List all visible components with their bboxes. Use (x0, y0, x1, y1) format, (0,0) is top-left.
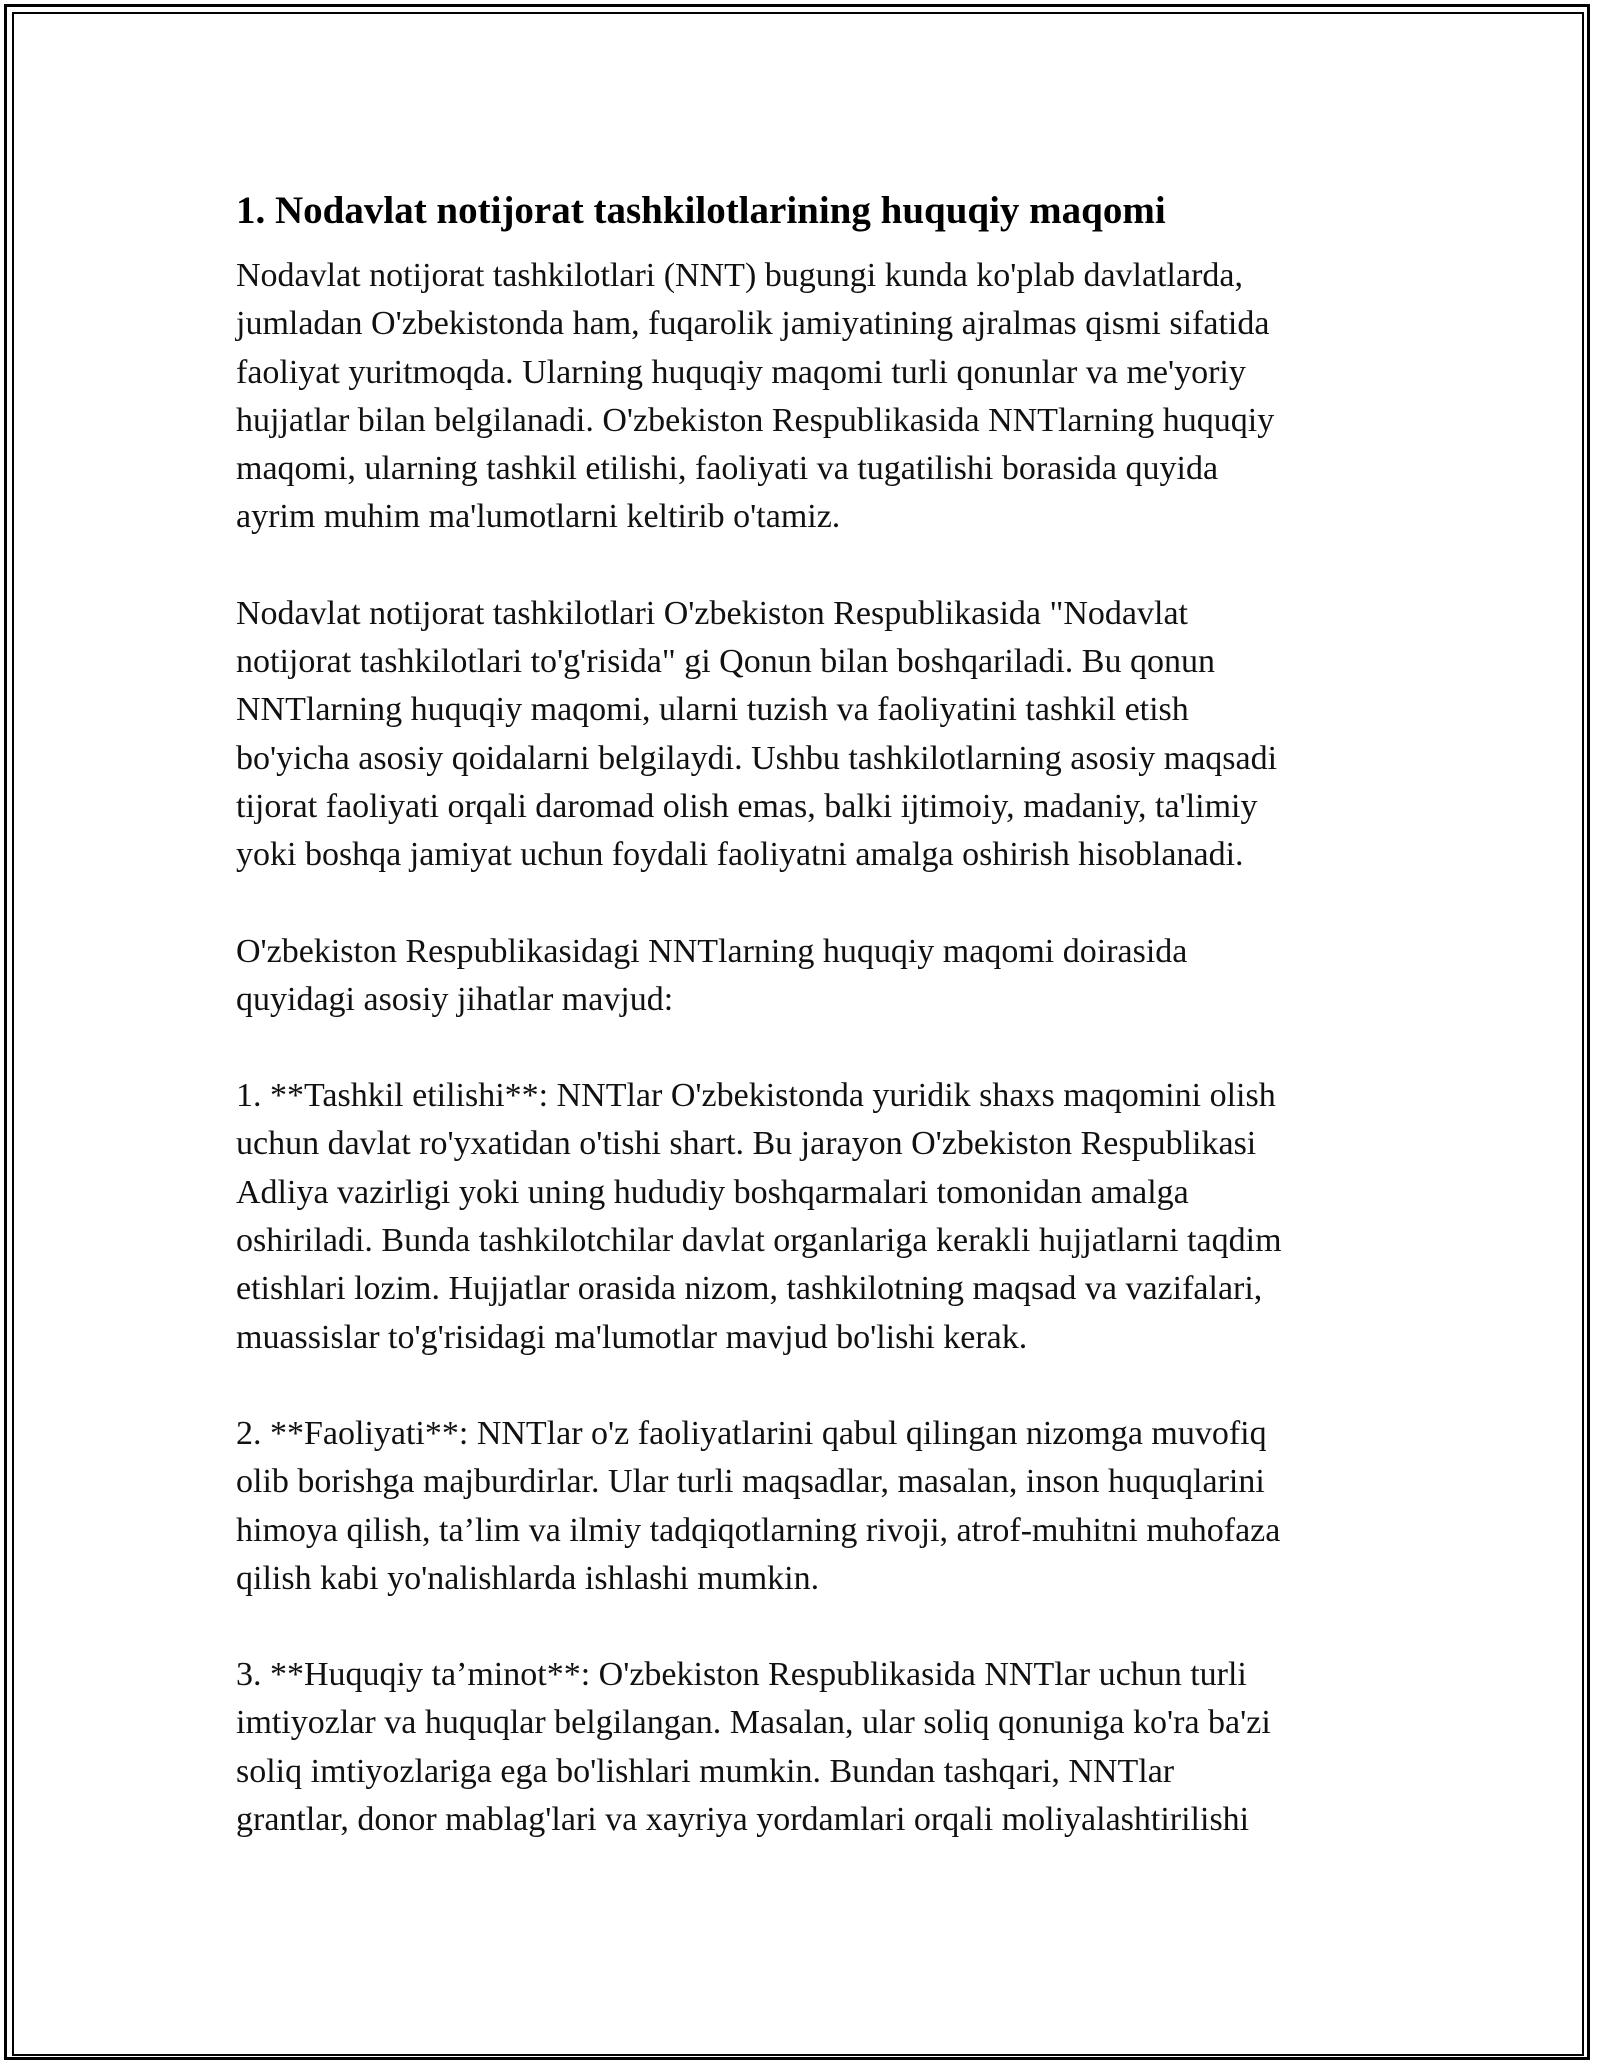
text-line: NNTlarning huquqiy maqomi, ularni tuzish va faoliyatini tashkil etish (236, 691, 1189, 729)
text-line: Nodavlat notijorat tashkilotlari (NNT) bugungi kunda ko'plab davlatlarda, (236, 257, 1243, 294)
document-body (236, 186, 1366, 1892)
paragraph-law (236, 590, 1366, 880)
text-line: ayrim muhim ma'lumotlarni keltirib o'tamiz. (236, 498, 841, 536)
text-line: maqomi, ularning tashkil etilishi, faoliyati va tugatilishi borasida quyida (236, 450, 1219, 488)
text-line: O'zbekiston Respublikasidagi NNTlarning huquqiy maqomi doirasida (236, 932, 1188, 970)
text-line: quyidagi asosiy jihatlar mavjud: (236, 980, 674, 1018)
text-line: imtiyozlar va huquqlar belgilangan. Masalan, ular soliq qonuniga ko'ra ba'zi (236, 1704, 1271, 1742)
text-line: yoki boshqa jamiyat uchun foydali faoliyatni amalga oshirish hisoblanadi. (236, 836, 1244, 874)
text-line: tijorat faoliyati orqali daromad olish emas, balki ijtimoiy, madaniy, ta'limiy (236, 787, 1258, 825)
text-line: soliq imtiyozlariga ega bo'lishlari mumkin. Bundan tashqari, NNTlar (236, 1752, 1175, 1790)
text-line: etishlari lozim. Hujjatlar orasida nizom, tashkilotning maqsad va vazifalari, (236, 1270, 1263, 1308)
text-line: olib borishga majburdirlar. Ular turli maqsadlar, masalan, inson huquqlarini (236, 1463, 1265, 1501)
list-item-activity (236, 1410, 1366, 1603)
text-line: himoya qilish, ta’lim va ilmiy tadqiqotlarning rivoji, atrof-muhitni muhofaza (236, 1511, 1281, 1549)
text-line: faoliyat yuritmoqda. Ularning huquqiy maqomi turli qonunlar va me'yoriy (236, 353, 1246, 391)
text-line: jumladan O'zbekistonda ham, fuqarolik jamiyatining ajralmas qismi sifatida (236, 305, 1270, 343)
text-line: 1. **Tashkil etilishi**: NNTlar O'zbekistonda yuridik shaxs maqomini olish (236, 1077, 1276, 1115)
text-line: hujjatlar bilan belgilanadi. O'zbekiston Respublikasida NNTlarning huquqiy (236, 401, 1275, 439)
text-line: bo'yicha asosiy qoidalarni belgilaydi. Ushbu tashkilotlarning asosiy maqsadi (236, 739, 1278, 777)
text-line: notijorat tashkilotlari to'g'risida" gi Qonun bilan boshqariladi. Bu qonun (236, 643, 1215, 681)
text-line: uchun davlat ro'yxatidan o'tishi shart. Bu jarayon O'zbekiston Respublikasi (236, 1125, 1257, 1163)
paragraph-intro (236, 252, 1366, 542)
text-line: Adliya vazirligi yoki uning hududiy boshqarmalari tomonidan amalga (236, 1173, 1189, 1211)
text-line: oshiriladi. Bunda tashkilotchilar davlat organlariga kerakli hujjatlarni taqdim (236, 1222, 1282, 1260)
text-line: qilish kabi yo'nalishlarda ishlashi mumkin. (236, 1559, 820, 1597)
text-line: Nodavlat notijorat tashkilotlari O'zbekiston Respublikasida "Nodavlat (236, 594, 1188, 632)
text-line: 3. **Huquqiy ta’minot**: O'zbekiston Respublikasida NNTlar uchun turli (236, 1656, 1247, 1694)
section-heading: 1. Nodavlat notijorat tashkilotlarining huquqiy maqomi (236, 189, 1166, 232)
paragraph-aspects-intro (236, 928, 1366, 1025)
list-item-establishment (236, 1072, 1366, 1362)
list-item-legal-support (236, 1651, 1366, 1844)
text-line: 2. **Faoliyati**: NNTlar o'z faoliyatlarini qabul qilingan nizomga muvofiq (236, 1414, 1267, 1452)
text-line: muassislar to'g'risidagi ma'lumotlar mavjud bo'lishi kerak. (236, 1318, 1028, 1356)
text-line: grantlar, donor mablag'lari va xayriya yordamlari orqali moliyalashtirilishi (236, 1801, 1250, 1839)
